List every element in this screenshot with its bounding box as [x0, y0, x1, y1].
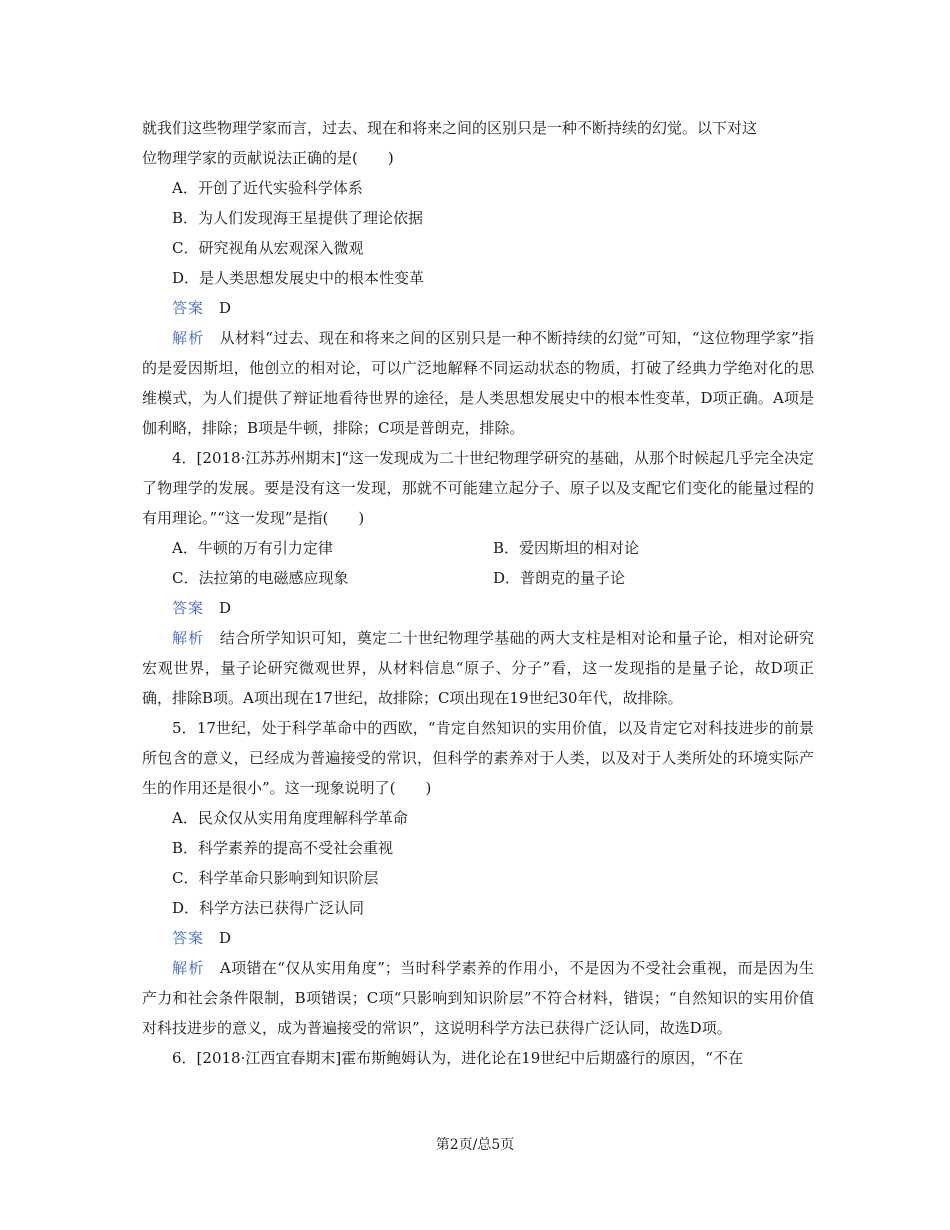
- analysis-text: A项错在“仅从实用角度”；当时科学素养的作用小，不是因为不受社会重视，而是因为生产力和社会条件限制，B项错误；C项“只影响到知识阶层”不符合材料，错误；“自然知识的实用价值对科技进步的意义，成为普遍接受的常识”，这说明科学方法已获得广泛认同，故选D项。: [142, 959, 814, 1037]
- answer-label: 答案: [172, 599, 205, 617]
- question-5-option-d: D．科学方法已获得广泛认同: [172, 899, 365, 917]
- analysis-text: 从材料“过去、现在和将来之间的区别只是一种不断持续的幻觉”可知，“这位物理学家”指的是爱因斯坦，他创立的相对论，可以广泛地解释不同运动状态的物质，打破了经典力学绝对化的思维模式，为人们提供了辩证地看待世界的途径，是人类思想发展史中的根本性变革，D项正确。A项是伽利略，排除；B项是牛顿，排除；C项是普朗克，排除。: [142, 329, 814, 437]
- question-3-answer: [142, 293, 814, 323]
- analysis-label: 解析: [172, 959, 205, 977]
- answer-value: D: [219, 299, 232, 317]
- answer-value: D: [219, 929, 232, 947]
- answer-value: D: [219, 599, 232, 617]
- question-4-analysis: [142, 623, 814, 713]
- question-5-analysis: [142, 953, 814, 1043]
- question-4-option-c: C．法拉第的电磁感应现象: [172, 569, 349, 587]
- question-3-option-b: B．为人们发现海王星提供了理论依据: [172, 209, 424, 227]
- question-5-option-c: C．科学革命只影响到知识阶层: [172, 869, 379, 887]
- question-3-analysis: [142, 323, 814, 443]
- question-3-stem-line-2: 位物理学家的贡献说法正确的是( ): [142, 149, 394, 167]
- analysis-label: 解析: [172, 629, 205, 647]
- question-4-option-a: A．牛顿的万有引力定律: [172, 539, 333, 557]
- question-4-option-b: B．爱因斯坦的相对论: [493, 539, 640, 557]
- page-footer: 第2页/总5页: [435, 1137, 515, 1153]
- question-3-option-c: C．研究视角从宏观深入微观: [172, 239, 364, 257]
- analysis-label: 解析: [172, 329, 205, 347]
- question-5-option-a: A．民众仅从实用角度理解科学革命: [172, 809, 408, 827]
- question-4-options-row-1: [142, 533, 814, 563]
- page-content: [142, 113, 814, 1073]
- question-4-stem: 4．[2018·江苏苏州期末]“这一发现成为二十世纪物理学研究的基础，从那个时候起几乎完全决定了物理学的发展。要是没有这一发现，那就不可能建立起分子、原子以及支配它们变化的能量过程的有用理论。”“这一发现”是指( ): [142, 449, 814, 527]
- question-3-stem-line-1: 就我们这些物理学家而言，过去、现在和将来之间的区别只是一种不断持续的幻觉。以下对这: [142, 119, 758, 137]
- analysis-text: 结合所学知识可知，奠定二十世纪物理学基础的两大支柱是相对论和量子论，相对论研究宏观世界，量子论研究微观世界，从材料信息“原子、分子”看，这一发现指的是量子论，故D项正确，排除B项。A项出现在17世纪，故排除；C项出现在19世纪30年代，故排除。: [142, 629, 814, 707]
- answer-label: 答案: [172, 929, 205, 947]
- question-4-answer: [142, 593, 814, 623]
- answer-label: 答案: [172, 299, 205, 317]
- question-6-stem: 6．[2018·江西宜春期末]霍布斯鲍姆认为，进化论在19世纪中后期盛行的原因，“不在: [172, 1049, 743, 1067]
- question-3-option-d: D．是人类思想发展史中的根本性变革: [172, 269, 425, 287]
- question-4-options-row-2: [142, 563, 814, 593]
- question-5-option-b: B．科学素养的提高不受社会重视: [172, 839, 394, 857]
- question-5-stem: 5．17世纪，处于科学革命中的西欧，“肯定自然知识的实用价值，以及肯定它对科技进步的前景所包含的意义，已经成为普遍接受的常识，但科学的素养对于人类，以及对于人类所处的环境实际产生的作用还是很小”。这一现象说明了( ): [142, 719, 814, 797]
- question-4-option-d: D．普朗克的量子论: [493, 569, 626, 587]
- question-5-answer: [142, 923, 814, 953]
- question-3-option-a: A．开创了近代实验科学体系: [172, 179, 363, 197]
